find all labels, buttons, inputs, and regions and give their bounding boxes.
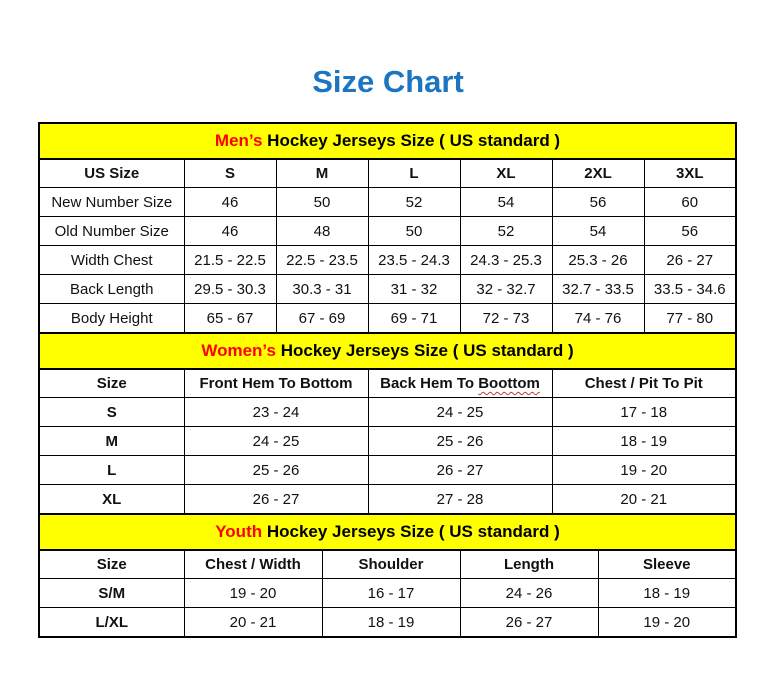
size-value-cell: 24 - 26 <box>460 579 598 608</box>
mens-size-table <box>38 158 737 334</box>
size-value-cell: 24 - 25 <box>368 398 552 427</box>
misspelled-word: Boottom <box>478 375 540 392</box>
page-title: Size Chart <box>312 64 464 99</box>
size-value-cell: 20 - 21 <box>552 485 736 515</box>
column-header <box>368 369 552 398</box>
size-value-cell: 18 - 19 <box>552 427 736 456</box>
size-value-cell: 32 - 32.7 <box>460 275 552 304</box>
size-value-cell: 67 - 69 <box>276 304 368 334</box>
size-value-cell: 50 <box>368 217 460 246</box>
size-value-cell: 54 <box>460 188 552 217</box>
womens-section-heading <box>38 332 737 368</box>
column-header: 2XL <box>552 159 644 188</box>
column-header: Size <box>39 550 184 579</box>
column-header: US Size <box>39 159 184 188</box>
size-value-cell: 54 <box>552 217 644 246</box>
size-value-cell: 26 - 27 <box>460 608 598 638</box>
youth-heading-rest: Hockey Jerseys Size ( US standard ) <box>262 522 560 541</box>
youth-size-section <box>38 513 737 638</box>
table-row <box>39 188 736 217</box>
size-value-cell: 26 - 27 <box>368 456 552 485</box>
youth-section-heading <box>38 513 737 549</box>
row-label: S <box>39 398 184 427</box>
table-row <box>39 275 736 304</box>
table-row <box>39 217 736 246</box>
table-row <box>39 398 736 427</box>
size-value-cell: 46 <box>184 217 276 246</box>
table-row <box>39 246 736 275</box>
column-header: 3XL <box>644 159 736 188</box>
size-value-cell: 77 - 80 <box>644 304 736 334</box>
mens-heading-highlight: Men’s <box>214 131 263 150</box>
size-value-cell: 52 <box>368 188 460 217</box>
size-value-cell: 72 - 73 <box>460 304 552 334</box>
mens-section-heading <box>38 122 737 158</box>
size-value-cell: 29.5 - 30.3 <box>184 275 276 304</box>
size-value-cell: 52 <box>460 217 552 246</box>
size-value-cell: 50 <box>276 188 368 217</box>
size-value-cell: 65 - 67 <box>184 304 276 334</box>
column-header: M <box>276 159 368 188</box>
row-label: Old Number Size <box>39 217 184 246</box>
column-header: XL <box>460 159 552 188</box>
size-value-cell: 48 <box>276 217 368 246</box>
row-label: Body Height <box>39 304 184 334</box>
size-value-cell: 18 - 19 <box>322 608 460 638</box>
header-row <box>39 159 736 188</box>
row-label: S/M <box>39 579 184 608</box>
size-value-cell: 23.5 - 24.3 <box>368 246 460 275</box>
womens-size-section <box>38 332 737 515</box>
row-label: XL <box>39 485 184 515</box>
size-tables-container <box>38 122 737 638</box>
header-row <box>39 550 736 579</box>
size-value-cell: 46 <box>184 188 276 217</box>
table-row <box>39 304 736 334</box>
column-header: Length <box>460 550 598 579</box>
youth-heading-highlight: Youth <box>215 522 263 541</box>
column-header: Chest / Width <box>184 550 322 579</box>
table-row <box>39 456 736 485</box>
size-value-cell: 27 - 28 <box>368 485 552 515</box>
column-header: Front Hem To Bottom <box>184 369 368 398</box>
column-header-text: Back Hem To <box>380 375 479 392</box>
size-value-cell: 22.5 - 23.5 <box>276 246 368 275</box>
youth-size-table <box>38 549 737 638</box>
size-value-cell: 23 - 24 <box>184 398 368 427</box>
size-value-cell: 74 - 76 <box>552 304 644 334</box>
row-label: New Number Size <box>39 188 184 217</box>
mens-heading-rest: Hockey Jerseys Size ( US standard ) <box>262 131 561 150</box>
size-value-cell: 25.3 - 26 <box>552 246 644 275</box>
column-header: L <box>368 159 460 188</box>
size-value-cell: 32.7 - 33.5 <box>552 275 644 304</box>
column-header: Shoulder <box>322 550 460 579</box>
column-header: Sleeve <box>598 550 736 579</box>
womens-heading-rest: Hockey Jerseys Size ( US standard ) <box>275 341 574 360</box>
header-row <box>39 369 736 398</box>
column-header: Size <box>39 369 184 398</box>
size-value-cell: 19 - 20 <box>184 579 322 608</box>
size-value-cell: 56 <box>644 217 736 246</box>
size-value-cell: 18 - 19 <box>598 579 736 608</box>
size-value-cell: 20 - 21 <box>184 608 322 638</box>
mens-size-section <box>38 122 737 334</box>
size-value-cell: 25 - 26 <box>184 456 368 485</box>
size-value-cell: 17 - 18 <box>552 398 736 427</box>
table-row <box>39 608 736 638</box>
row-label: L <box>39 456 184 485</box>
table-row <box>39 427 736 456</box>
womens-size-table <box>38 368 737 515</box>
size-value-cell: 24 - 25 <box>184 427 368 456</box>
column-header: S <box>184 159 276 188</box>
size-value-cell: 24.3 - 25.3 <box>460 246 552 275</box>
size-value-cell: 21.5 - 22.5 <box>184 246 276 275</box>
womens-heading-highlight: Women’s <box>201 341 276 360</box>
table-row <box>39 485 736 515</box>
size-value-cell: 69 - 71 <box>368 304 460 334</box>
row-label: M <box>39 427 184 456</box>
size-value-cell: 19 - 20 <box>552 456 736 485</box>
size-value-cell: 31 - 32 <box>368 275 460 304</box>
size-value-cell: 26 - 27 <box>184 485 368 515</box>
table-row <box>39 579 736 608</box>
size-value-cell: 30.3 - 31 <box>276 275 368 304</box>
size-value-cell: 26 - 27 <box>644 246 736 275</box>
size-value-cell: 56 <box>552 188 644 217</box>
row-label: Back Length <box>39 275 184 304</box>
row-label: Width Chest <box>39 246 184 275</box>
size-value-cell: 33.5 - 34.6 <box>644 275 736 304</box>
row-label: L/XL <box>39 608 184 638</box>
size-value-cell: 19 - 20 <box>598 608 736 638</box>
size-value-cell: 16 - 17 <box>322 579 460 608</box>
size-value-cell: 60 <box>644 188 736 217</box>
column-header: Chest / Pit To Pit <box>552 369 736 398</box>
size-value-cell: 25 - 26 <box>368 427 552 456</box>
